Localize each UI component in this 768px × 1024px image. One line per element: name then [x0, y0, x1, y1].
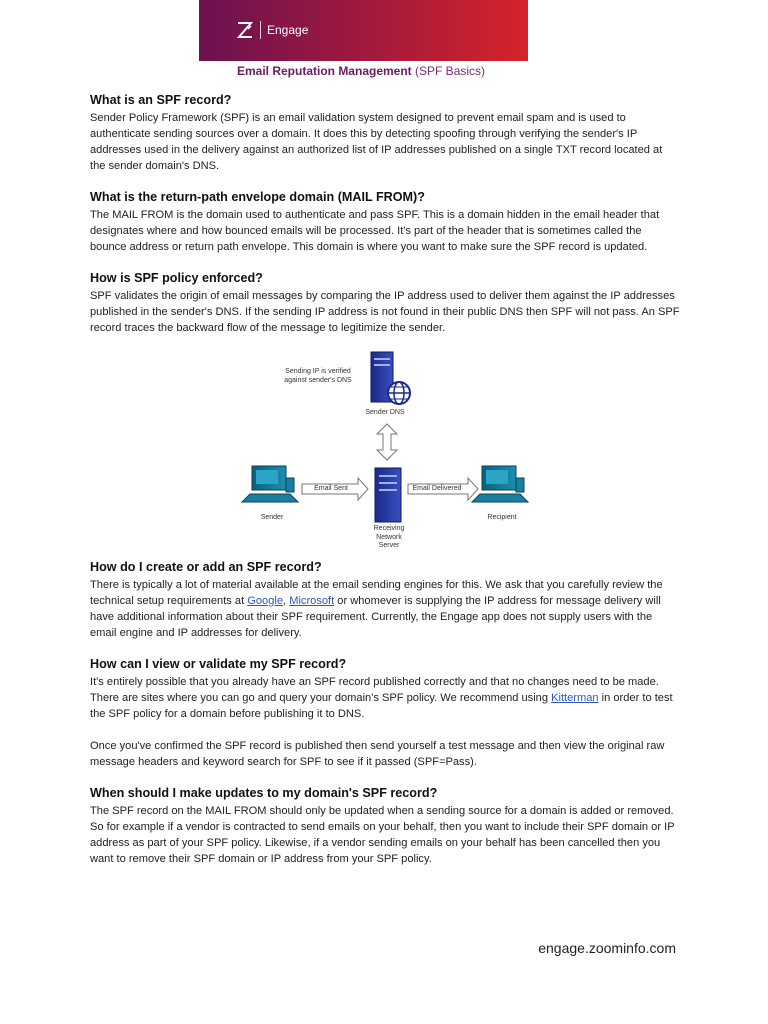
- recipient-label: Recipient: [487, 514, 517, 521]
- section-body: [90, 577, 680, 641]
- logo-text: Engage: [267, 23, 309, 37]
- section-return-path: [90, 190, 680, 255]
- section-body: Sender Policy Framework (SPF) is an email validation system designed to prevent email spam and is used to authenticate sending sources over a domain. It does this by detecting spoofing through verifying the sender's IP addresses used in the delivery against an authorized list of IP addresses published on a single TXT record located at the sender domain's DNS.: [90, 112, 663, 172]
- footer-url[interactable]: engage.zoominfo.com: [538, 940, 676, 956]
- dns-verify-note: Sending IP is verified against sender's DNS: [284, 368, 352, 384]
- section-body-2: Once you've confirmed the SPF record is published then send yourself a test message and then view the original raw message headers and keyword search for SPF to see if it passed (SPF=Pass).: [90, 740, 665, 768]
- section-heading: What is the return-path envelope domain (MAIL FROM)?: [90, 190, 425, 204]
- google-link[interactable]: Google: [247, 595, 284, 607]
- section-body: SPF validates the origin of email messages by comparing the IP address used to deliver them against the IP addresses published in the sender's DNS. If the sending IP address is not found in their public DNS then SPF will not pass. An SPF record traces the backward flow of the message to legitimize the sender.: [90, 290, 680, 334]
- logo-divider: [260, 21, 261, 39]
- recipient-computer-icon: [472, 466, 528, 502]
- body-text: or whomever is supplying the IP address for message delivery will have additional information about their SPF requirement. Currently, the Engage app does not supply users with the email engine and IP addresses for delivery.: [90, 595, 661, 639]
- section-body: [90, 674, 680, 722]
- section-heading: What is an SPF record?: [90, 93, 232, 107]
- section-body: The MAIL FROM is the domain used to authenticate and pass SPF. This is a domain hidden in the email header that designates where and how bounced emails will be processed. It's part of the header that is sometimes called the bounce address or return path envelope. This domain is where you want to make sure the SPF record is updated.: [90, 209, 660, 253]
- diagram-graphics: [90, 346, 680, 553]
- header-banner: [199, 0, 528, 61]
- engage-logo[interactable]: [236, 21, 308, 39]
- sender-label: Sender: [260, 514, 284, 521]
- section-body: The SPF record on the MAIL FROM should only be updated when a sending source for a domain is added or removed. So for example if a vendor is contracted to send emails on your behalf, then you want to include their SPF domain or IP address as part of your SPF policy. Likewise, if a vendor sending emails on your behalf has been cancelled then you want to remove their SPF domain or IP address from your SPF policy.: [90, 805, 675, 865]
- document-title: [0, 64, 722, 78]
- body-text: There is typically a lot of material available at the email sending engines for this. We ask that you carefully review the technical setup requirements at: [90, 579, 663, 607]
- section-update-spf: [90, 786, 680, 867]
- section-what-is-spf: [90, 93, 680, 174]
- receiving-server-icon: [375, 468, 401, 522]
- body-text: It's entirely possible that you already have an SPF record published correctly and that no changes need to be made. There are sites where you can go and query your domain's SPF policy. We recommend using: [90, 676, 659, 704]
- section-heading: How is SPF policy enforced?: [90, 271, 263, 285]
- section-heading: How can I view or validate my SPF record?: [90, 657, 347, 671]
- title-bold: Email Reputation Management: [236, 64, 412, 78]
- sender-computer-icon: [242, 466, 298, 502]
- kitterman-link[interactable]: Kitterman: [551, 692, 599, 704]
- title-sub: (SPF Basics): [415, 64, 486, 78]
- sender-dns-server-icon: [371, 352, 410, 404]
- receiving-server-label: Receiving Network Server: [373, 525, 405, 549]
- microsoft-link[interactable]: Microsoft: [289, 595, 335, 607]
- section-validate-spf: [90, 657, 680, 770]
- sender-dns-label: Sender DNS: [365, 409, 405, 416]
- email-delivered-label: Email Delivered: [412, 485, 462, 492]
- section-create-spf: [90, 560, 680, 641]
- zoominfo-logo-icon: [236, 21, 254, 39]
- verify-double-arrow: [377, 424, 397, 460]
- spf-flow-diagram: [90, 346, 680, 553]
- section-policy-enforced: [90, 271, 680, 336]
- link-separator: ,: [283, 595, 290, 607]
- section-heading: When should I make updates to my domain's SPF record?: [90, 786, 438, 800]
- document-body: [90, 93, 680, 883]
- email-sent-label: Email Sent: [314, 485, 348, 492]
- section-heading: How do I create or add an SPF record?: [90, 560, 322, 574]
- body-text: in order to test the SPF policy for a domain before publishing it to DNS.: [90, 692, 673, 720]
